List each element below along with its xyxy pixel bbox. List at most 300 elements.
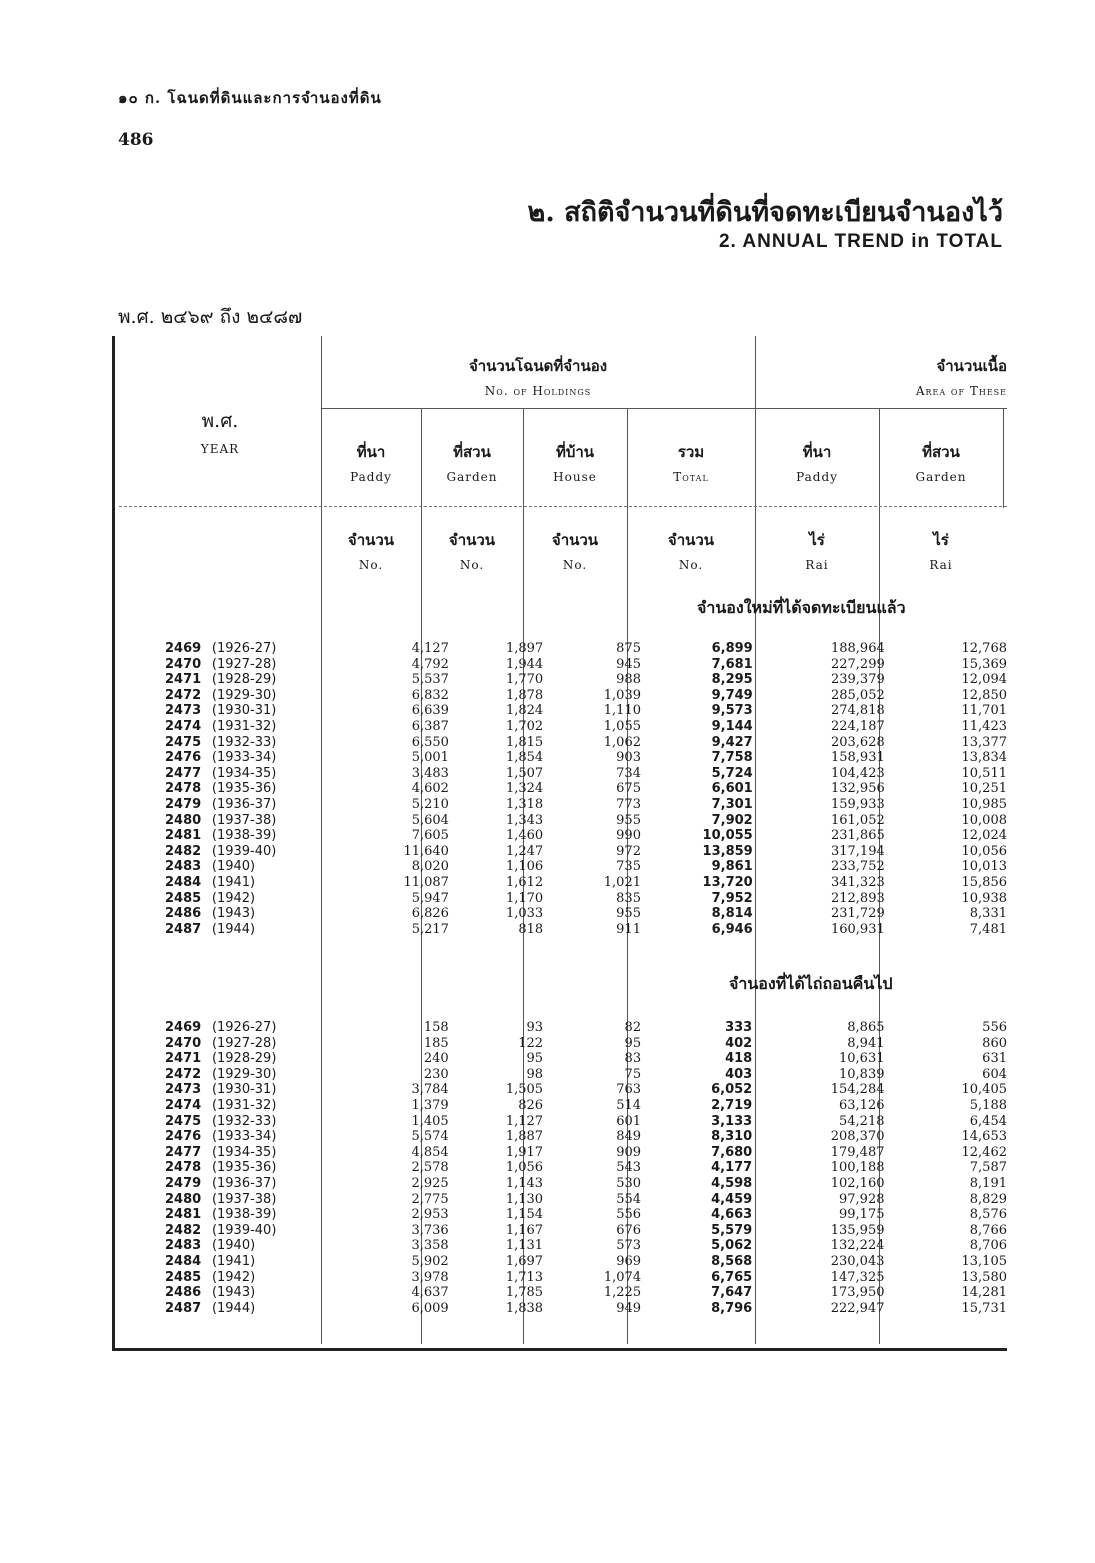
paddy-count-cell: 5,902 <box>411 1253 449 1269</box>
paddy-header <box>321 440 421 484</box>
statistics-table <box>112 336 1007 1351</box>
house-count-cell: 75 <box>624 1066 642 1082</box>
garden-area-cell: 14,653 <box>961 1129 1007 1145</box>
holdings-group-thai: จำนวนโฉนดที่จำนอง <box>468 357 608 375</box>
area-garden-unit-en: Rai <box>929 558 953 572</box>
table-row <box>165 750 1007 766</box>
year-be-cell: 2482 <box>165 843 202 859</box>
garden-count-cell: 1,897 <box>505 641 544 656</box>
garden-area-cell: 7,481 <box>969 921 1007 937</box>
paddy-count-cell: 6,639 <box>411 703 449 719</box>
house-count-cell: 1,039 <box>603 687 641 703</box>
paddy-count-cell: 5,947 <box>411 890 449 906</box>
total-count-cell: 6,052 <box>711 1082 753 1098</box>
paddy-unit <box>321 528 421 572</box>
paddy-unit-thai: จำนวน <box>347 531 395 549</box>
garden-area-cell: 8,706 <box>969 1238 1007 1254</box>
paddy-count-cell: 4,854 <box>411 1144 449 1160</box>
garden-area-cell: 12,850 <box>961 687 1007 703</box>
paddy-count-cell: 3,358 <box>411 1238 449 1254</box>
garden-count-cell: 1,612 <box>505 874 544 890</box>
year-be-cell: 2478 <box>165 1160 202 1176</box>
paddy-area-cell: 8,941 <box>847 1035 885 1051</box>
paddy-area-cell: 160,931 <box>830 921 885 937</box>
area-paddy-unit <box>755 528 879 572</box>
house-count-cell: 1,021 <box>603 874 641 890</box>
garden-count-cell: 1,460 <box>505 828 544 844</box>
garden-area-cell: 10,938 <box>961 890 1007 906</box>
garden-area-cell: 13,105 <box>961 1253 1007 1269</box>
house-count-cell: 1,074 <box>603 1269 642 1285</box>
holdings-group-en: No. of Holdings <box>484 384 592 398</box>
table-row <box>165 1223 1007 1239</box>
total-count-cell: 6,765 <box>711 1269 753 1285</box>
year-be-cell: 2475 <box>165 734 202 750</box>
year-be-cell: 2485 <box>165 890 202 906</box>
house-count-cell: 1,055 <box>603 718 641 734</box>
total-header <box>627 440 755 484</box>
garden-count-cell: 1,033 <box>505 906 544 922</box>
table-row <box>165 813 1007 829</box>
garden-count-cell: 1,131 <box>505 1238 544 1254</box>
paddy-area-cell: 161,052 <box>830 812 885 828</box>
house-unit <box>523 528 627 572</box>
area-garden-header-en: Garden <box>915 470 967 484</box>
table-title-english: 2. ANNUAL TREND in TOTAL <box>718 231 1003 252</box>
table-row <box>165 922 1007 938</box>
total-count-cell: 333 <box>725 1020 753 1035</box>
house-count-cell: 988 <box>616 672 641 688</box>
paddy-count-cell: 8,020 <box>411 859 449 875</box>
period-label: พ.ศ. ๒๔๖๙ ถึง ๒๔๘๗ <box>118 306 303 328</box>
table-row <box>165 1082 1007 1098</box>
total-count-cell: 9,861 <box>711 859 753 875</box>
paddy-area-cell: 188,964 <box>830 641 885 656</box>
year-be-cell: 2480 <box>165 1191 202 1207</box>
garden-count-cell: 818 <box>518 921 544 937</box>
total-unit-thai: จำนวน <box>667 531 715 549</box>
year-be-cell: 2481 <box>165 828 202 844</box>
year-be-cell: 2477 <box>165 1144 202 1160</box>
paddy-area-cell: 97,928 <box>839 1191 885 1207</box>
year-be-cell: 2479 <box>165 796 202 812</box>
table-row <box>165 1051 1007 1067</box>
garden-area-cell: 13,834 <box>961 750 1007 766</box>
year-be-cell: 2487 <box>165 921 202 937</box>
year-ad-cell: (1926-27) <box>211 641 277 656</box>
area-paddy-header-en: Paddy <box>796 470 838 484</box>
paddy-area-cell: 132,224 <box>830 1238 885 1254</box>
area-paddy-header-thai: ที่นา <box>802 443 832 461</box>
house-header-en: House <box>553 470 597 484</box>
page-number: 486 <box>118 130 154 150</box>
paddy-count-cell: 6,826 <box>411 906 449 922</box>
garden-area-cell: 13,377 <box>961 734 1007 750</box>
table-row <box>165 1020 1007 1036</box>
house-count-cell: 763 <box>616 1082 642 1098</box>
house-count-cell: 543 <box>616 1160 642 1176</box>
area-garden-unit <box>879 528 1003 572</box>
paddy-count-cell: 2,925 <box>411 1175 449 1191</box>
house-count-cell: 735 <box>616 859 641 875</box>
total-count-cell: 5,579 <box>711 1222 753 1238</box>
paddy-count-cell: 1,405 <box>411 1113 449 1129</box>
year-header <box>155 406 285 456</box>
column-rule <box>1003 408 1004 508</box>
total-header-thai: รวม <box>677 443 705 461</box>
garden-count-cell: 1,170 <box>505 890 544 906</box>
paddy-area-cell: 274,818 <box>830 703 885 719</box>
garden-count-cell: 1,127 <box>505 1113 544 1129</box>
year-be-cell: 2469 <box>165 1020 202 1035</box>
paddy-header-en: Paddy <box>350 470 392 484</box>
area-garden-header <box>879 440 1003 484</box>
year-ad-cell: (1934-35) <box>211 1144 277 1160</box>
paddy-area-cell: 99,175 <box>839 1207 885 1223</box>
house-count-cell: 773 <box>616 796 641 812</box>
total-count-cell: 8,310 <box>711 1129 753 1145</box>
year-be-cell: 2485 <box>165 1269 202 1285</box>
garden-count-cell: 1,944 <box>505 656 544 672</box>
table-row <box>165 1098 1007 1114</box>
garden-count-cell: 1,143 <box>505 1175 544 1191</box>
year-be-cell: 2471 <box>165 672 202 688</box>
garden-area-cell: 10,985 <box>961 796 1007 812</box>
paddy-area-cell: 10,631 <box>839 1051 885 1067</box>
garden-area-cell: 556 <box>982 1020 1007 1035</box>
year-be-cell: 2486 <box>165 906 202 922</box>
total-count-cell: 2,719 <box>711 1097 753 1113</box>
garden-area-cell: 12,024 <box>961 828 1007 844</box>
total-count-cell: 13,859 <box>702 843 753 859</box>
year-be-cell: 2480 <box>165 812 202 828</box>
paddy-area-cell: 135,959 <box>830 1222 885 1238</box>
group-header-rule <box>321 408 1007 409</box>
year-ad-cell: (1928-29) <box>211 1051 277 1067</box>
table-row <box>165 1114 1007 1130</box>
garden-header-thai: ที่สวน <box>453 443 491 461</box>
table-row <box>165 828 1007 844</box>
house-count-cell: 83 <box>624 1051 642 1067</box>
total-unit-en: No. <box>678 558 704 572</box>
garden-area-cell: 6,454 <box>969 1113 1007 1129</box>
garden-count-cell: 1,838 <box>505 1300 544 1316</box>
paddy-count-cell: 5,217 <box>411 921 449 937</box>
paddy-area-cell: 154,284 <box>830 1082 885 1098</box>
year-ad-cell: (1938-39) <box>211 828 277 844</box>
year-ad-cell: (1931-32) <box>211 718 277 734</box>
paddy-area-cell: 8,865 <box>847 1020 885 1035</box>
house-count-cell: 573 <box>616 1238 642 1254</box>
year-be-cell: 2487 <box>165 1300 202 1316</box>
table-row <box>165 875 1007 891</box>
year-ad-cell: (1944) <box>211 921 256 937</box>
house-count-cell: 911 <box>616 921 641 937</box>
garden-area-cell: 8,191 <box>969 1175 1007 1191</box>
total-count-cell: 4,663 <box>711 1207 753 1223</box>
paddy-area-cell: 158,931 <box>830 750 885 766</box>
paddy-count-cell: 4,792 <box>411 656 449 672</box>
paddy-count-cell: 3,784 <box>411 1082 449 1098</box>
house-count-cell: 972 <box>616 843 641 859</box>
year-be-cell: 2478 <box>165 781 202 797</box>
year-be-cell: 2471 <box>165 1051 202 1067</box>
year-header-thai: พ.ศ. <box>201 410 239 432</box>
table-row <box>165 859 1007 875</box>
redeemed-mortgages-table <box>165 1020 1007 1316</box>
paddy-count-cell: 2,578 <box>411 1160 449 1176</box>
year-ad-cell: (1942) <box>211 890 256 906</box>
running-head: ๑๐ ก. โฉนดที่ดินและการจำนองที่ดิน <box>118 89 382 107</box>
section-redeemed-mortgages-label: จำนองที่ได้ไถ่ถอนคืนไป <box>729 974 893 993</box>
garden-count-cell: 1,713 <box>505 1269 544 1285</box>
paddy-count-cell: 2,953 <box>411 1207 449 1223</box>
garden-area-cell: 604 <box>982 1066 1007 1082</box>
year-be-cell: 2473 <box>165 1082 202 1098</box>
garden-count-cell: 1,324 <box>505 781 544 797</box>
garden-unit <box>421 528 523 572</box>
year-ad-cell: (1943) <box>211 1285 256 1301</box>
year-be-cell: 2481 <box>165 1207 202 1223</box>
garden-area-cell: 8,766 <box>969 1222 1007 1238</box>
total-count-cell: 6,899 <box>711 641 753 656</box>
new-mortgages-table <box>165 641 1007 937</box>
garden-count-cell: 1,824 <box>505 703 544 719</box>
house-count-cell: 601 <box>616 1113 642 1129</box>
year-header-en: YEAR <box>200 442 240 456</box>
year-be-cell: 2475 <box>165 1113 202 1129</box>
paddy-area-cell: 102,160 <box>830 1175 885 1191</box>
paddy-area-cell: 317,194 <box>830 843 885 859</box>
total-count-cell: 9,573 <box>711 703 753 719</box>
paddy-count-cell: 6,009 <box>411 1300 449 1316</box>
year-be-cell: 2469 <box>165 641 202 656</box>
table-row <box>165 1254 1007 1270</box>
garden-area-cell: 10,511 <box>961 765 1007 781</box>
garden-area-cell: 7,587 <box>969 1160 1007 1176</box>
paddy-count-cell: 230 <box>423 1066 449 1082</box>
garden-count-cell: 1,917 <box>505 1144 544 1160</box>
paddy-area-cell: 231,865 <box>830 828 885 844</box>
total-count-cell: 402 <box>725 1035 753 1051</box>
garden-count-cell: 1,343 <box>505 812 544 828</box>
house-count-cell: 909 <box>616 1144 642 1160</box>
year-ad-cell: (1928-29) <box>211 672 277 688</box>
table-row <box>165 906 1007 922</box>
area-garden-unit-thai: ไร่ <box>933 531 949 549</box>
paddy-count-cell: 5,574 <box>411 1129 449 1145</box>
paddy-count-cell: 5,604 <box>411 812 449 828</box>
area-group-thai: จำนวนเนื้อ <box>936 357 1007 375</box>
paddy-count-cell: 158 <box>423 1020 449 1035</box>
garden-area-cell: 631 <box>982 1051 1007 1067</box>
total-count-cell: 7,902 <box>711 812 753 828</box>
garden-unit-thai: จำนวน <box>448 531 496 549</box>
garden-area-cell: 11,423 <box>961 718 1007 734</box>
paddy-area-cell: 203,628 <box>830 734 885 750</box>
house-unit-thai: จำนวน <box>551 531 599 549</box>
year-be-cell: 2479 <box>165 1175 202 1191</box>
paddy-count-cell: 4,127 <box>411 641 449 656</box>
year-ad-cell: (1939-40) <box>211 1222 277 1238</box>
section-new-mortgages-label: จำนองใหม่ที่ได้จดทะเบียนแล้ว <box>697 598 906 617</box>
garden-count-cell: 1,854 <box>505 750 544 766</box>
table-row <box>165 719 1007 735</box>
year-ad-cell: (1936-37) <box>211 1175 277 1191</box>
garden-area-cell: 10,405 <box>961 1082 1007 1098</box>
garden-count-cell: 1,505 <box>505 1082 544 1098</box>
paddy-unit-en: No. <box>358 558 384 572</box>
table-row <box>165 657 1007 673</box>
garden-count-cell: 1,878 <box>505 687 544 703</box>
paddy-count-cell: 3,736 <box>411 1222 449 1238</box>
year-ad-cell: (1931-32) <box>211 1097 277 1113</box>
garden-unit-en: No. <box>459 558 485 572</box>
garden-area-cell: 10,013 <box>961 859 1007 875</box>
area-paddy-header <box>755 440 879 484</box>
total-count-cell: 9,427 <box>711 734 753 750</box>
table-row <box>165 781 1007 797</box>
year-ad-cell: (1943) <box>211 906 256 922</box>
paddy-area-cell: 132,956 <box>830 781 885 797</box>
table-row <box>165 797 1007 813</box>
total-count-cell: 9,749 <box>711 687 753 703</box>
paddy-area-cell: 208,370 <box>830 1129 885 1145</box>
garden-count-cell: 95 <box>526 1051 544 1067</box>
paddy-count-cell: 5,001 <box>411 750 449 766</box>
total-count-cell: 403 <box>725 1066 753 1082</box>
year-ad-cell: (1930-31) <box>211 703 277 719</box>
table-row <box>165 1238 1007 1254</box>
paddy-area-cell: 227,299 <box>830 656 885 672</box>
garden-area-cell: 10,251 <box>961 781 1007 797</box>
garden-area-cell: 8,576 <box>969 1207 1007 1223</box>
table-row <box>165 1207 1007 1223</box>
house-count-cell: 955 <box>616 906 641 922</box>
paddy-count-cell: 3,483 <box>411 765 449 781</box>
garden-count-cell: 1,318 <box>505 796 544 812</box>
total-unit <box>627 528 755 572</box>
garden-header <box>421 440 523 484</box>
year-ad-cell: (1932-33) <box>211 1113 277 1129</box>
garden-area-cell: 10,008 <box>961 812 1007 828</box>
year-ad-cell: (1927-28) <box>211 1035 277 1051</box>
paddy-area-cell: 224,187 <box>830 718 885 734</box>
year-ad-cell: (1929-30) <box>211 687 277 703</box>
house-count-cell: 82 <box>624 1020 642 1035</box>
paddy-area-cell: 231,729 <box>830 906 885 922</box>
area-paddy-unit-en: Rai <box>805 558 829 572</box>
area-garden-header-thai: ที่สวน <box>922 443 960 461</box>
garden-area-cell: 13,580 <box>961 1269 1007 1285</box>
house-count-cell: 554 <box>616 1191 642 1207</box>
paddy-area-cell: 285,052 <box>830 687 885 703</box>
total-count-cell: 4,177 <box>711 1160 753 1176</box>
house-count-cell: 95 <box>624 1035 642 1051</box>
table-row <box>165 1192 1007 1208</box>
paddy-count-cell: 6,832 <box>411 687 449 703</box>
table-row <box>165 1036 1007 1052</box>
year-be-cell: 2474 <box>165 1097 202 1113</box>
table-row <box>165 672 1007 688</box>
total-count-cell: 10,055 <box>702 828 753 844</box>
garden-count-cell: 1,815 <box>505 734 544 750</box>
table-row <box>165 1270 1007 1286</box>
house-count-cell: 955 <box>616 812 641 828</box>
year-ad-cell: (1939-40) <box>211 843 277 859</box>
table-row <box>165 1145 1007 1161</box>
paddy-area-cell: 63,126 <box>839 1097 885 1113</box>
garden-count-cell: 1,507 <box>505 765 544 781</box>
table-row <box>165 844 1007 860</box>
paddy-count-cell: 185 <box>423 1035 449 1051</box>
total-count-cell: 7,758 <box>711 750 753 766</box>
house-count-cell: 530 <box>616 1175 642 1191</box>
total-count-cell: 7,647 <box>711 1285 753 1301</box>
house-header <box>523 440 627 484</box>
garden-area-cell: 12,462 <box>961 1144 1007 1160</box>
paddy-count-cell: 240 <box>423 1051 449 1067</box>
total-count-cell: 7,681 <box>711 656 753 672</box>
paddy-area-cell: 54,218 <box>839 1113 885 1129</box>
house-count-cell: 1,062 <box>603 734 641 750</box>
year-ad-cell: (1933-34) <box>211 750 277 766</box>
year-ad-cell: (1935-36) <box>211 1160 277 1176</box>
garden-count-cell: 1,130 <box>505 1191 544 1207</box>
year-be-cell: 2473 <box>165 703 202 719</box>
area-paddy-unit-thai: ไร่ <box>809 531 825 549</box>
house-count-cell: 556 <box>616 1207 642 1223</box>
total-count-cell: 8,796 <box>711 1300 753 1316</box>
total-count-cell: 9,144 <box>711 718 753 734</box>
total-count-cell: 5,724 <box>711 765 753 781</box>
table-row <box>165 1129 1007 1145</box>
total-count-cell: 4,459 <box>711 1191 753 1207</box>
house-count-cell: 1,225 <box>603 1285 642 1301</box>
paddy-area-cell: 179,487 <box>830 1144 885 1160</box>
house-count-cell: 903 <box>616 750 641 766</box>
table-title-thai: ๒. สถิติจำนวนที่ดินที่จดทะเบียนจำนองไว้ <box>527 197 1003 228</box>
garden-count-cell: 1,247 <box>505 843 544 859</box>
total-header-en: Total <box>673 470 709 484</box>
year-ad-cell: (1936-37) <box>211 796 277 812</box>
area-group-en: Area of These <box>915 384 1007 398</box>
total-count-cell: 418 <box>725 1051 753 1067</box>
area-group-header <box>755 354 1007 398</box>
paddy-area-cell: 230,043 <box>830 1253 885 1269</box>
year-ad-cell: (1933-34) <box>211 1129 277 1145</box>
paddy-area-cell: 239,379 <box>830 672 885 688</box>
house-count-cell: 734 <box>616 765 641 781</box>
year-ad-cell: (1941) <box>211 874 256 890</box>
year-be-cell: 2483 <box>165 1238 202 1254</box>
table-row <box>165 703 1007 719</box>
paddy-area-cell: 104,423 <box>830 765 885 781</box>
paddy-area-cell: 233,752 <box>830 859 885 875</box>
garden-count-cell: 122 <box>518 1035 544 1051</box>
paddy-area-cell: 147,325 <box>830 1269 885 1285</box>
house-unit-en: No. <box>562 558 588 572</box>
paddy-area-cell: 341,323 <box>830 874 885 890</box>
total-count-cell: 7,301 <box>711 796 753 812</box>
garden-count-cell: 1,702 <box>505 718 544 734</box>
year-ad-cell: (1932-33) <box>211 734 277 750</box>
year-ad-cell: (1937-38) <box>211 812 277 828</box>
paddy-count-cell: 5,537 <box>411 672 449 688</box>
paddy-count-cell: 7,605 <box>411 828 449 844</box>
paddy-area-cell: 173,950 <box>830 1285 885 1301</box>
garden-area-cell: 15,731 <box>961 1300 1007 1316</box>
